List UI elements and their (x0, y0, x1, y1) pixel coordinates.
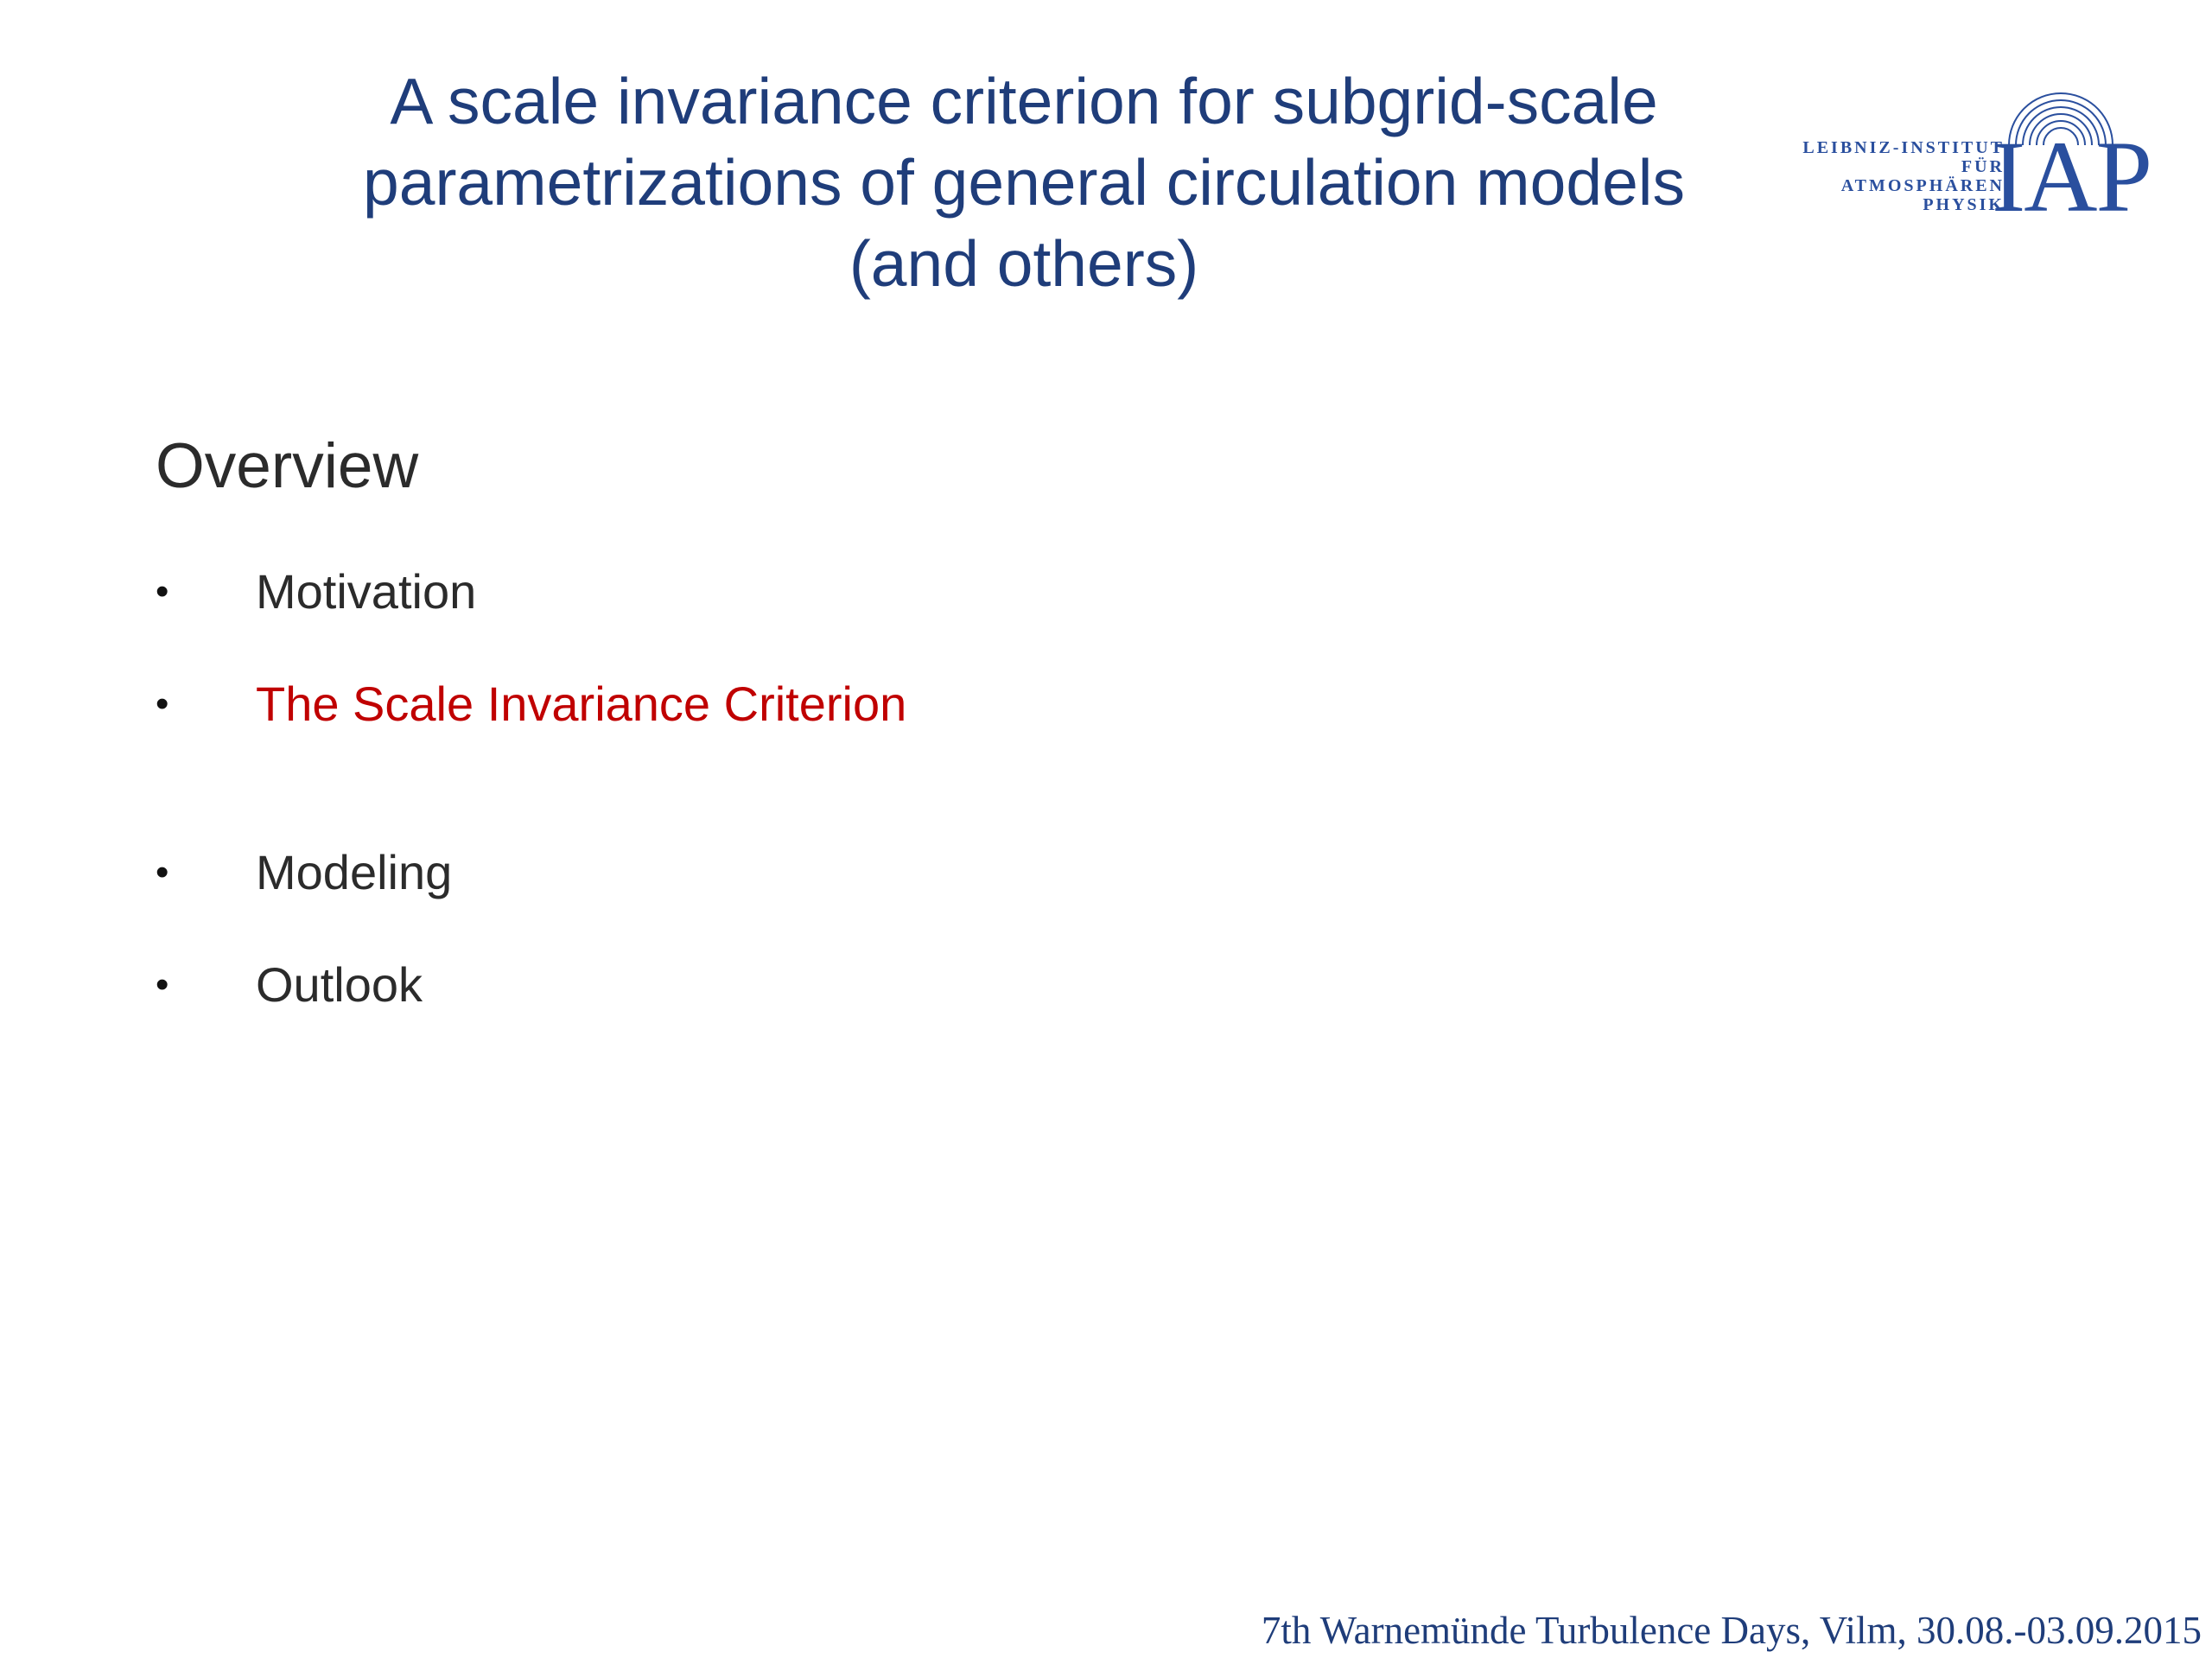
bullet-label: Modeling (256, 845, 453, 899)
slide-title-line-3: (and others) (849, 227, 1199, 300)
bullet-label: Outlook (256, 957, 423, 1012)
logo-mark: IAP (1992, 120, 2152, 233)
logo-text-line-1: LEIBNIZ-INSTITUT (1802, 138, 2005, 157)
logo-text-line-3: ATMOSPHÄREN (1840, 176, 2005, 195)
bullet-dot-icon: • (156, 570, 169, 613)
bullet-dot-icon: • (156, 963, 169, 1006)
iap-logo (1780, 78, 2177, 233)
section-heading: Overview (156, 431, 419, 501)
slide-title-line-2: parametrizations of general circulation models (363, 146, 1685, 219)
logo-text-line-2: FÜR (1961, 157, 2005, 176)
bullet-label: Motivation (256, 564, 477, 619)
slide-footer: 7th Warnemünde Turbulence Days, Vilm, 30.08.-03.09.2015 (1261, 1609, 2202, 1652)
bullet-dot-icon: • (156, 851, 169, 893)
bullet-dot-icon: • (156, 683, 169, 725)
bullet-label: The Scale Invariance Criterion (256, 677, 907, 731)
slide-title (285, 60, 1763, 304)
logo-text-line-4: PHYSIK (1923, 195, 2005, 214)
slide-title-line-1: A scale invariance criterion for subgrid-scale (390, 65, 1658, 137)
